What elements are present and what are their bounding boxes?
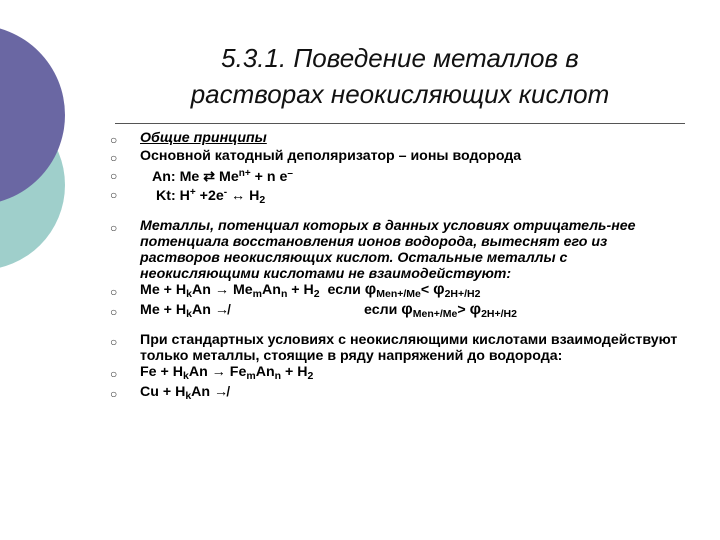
circle-bullet-icon: ○ bbox=[110, 133, 118, 147]
circle-bullet-icon: ○ bbox=[110, 169, 118, 183]
list-item-cu-reaction bbox=[110, 384, 690, 404]
list-item-cathode bbox=[110, 185, 690, 208]
title-divider bbox=[115, 123, 685, 124]
list-item-depolarizer bbox=[110, 148, 690, 166]
list-item-principles bbox=[110, 130, 690, 148]
circle-bullet-icon: ○ bbox=[110, 188, 118, 202]
circle-bullet-icon: ○ bbox=[110, 305, 118, 319]
metals-paragraph: Металлы, потенциал которых в данных условиях отрицатель-нее потенциала восстановления ионов водорода, вытеснят его из растворов неокисляющих кислот. Остальные металлы с неокисляющими кислотами не взаимодействуют: bbox=[140, 218, 636, 282]
circle-bullet-icon: ○ bbox=[110, 285, 118, 299]
decorative-circles bbox=[0, 0, 120, 300]
cathode-equation: Kt: H+ +2e- ↔ $H_2$ bbox=[156, 187, 266, 206]
fe-reaction-equation: $Fe + H_kAn \to Fe_mAn_n + H_2$ bbox=[140, 364, 314, 382]
circle-bullet-icon: ○ bbox=[110, 387, 118, 401]
standard-conditions-paragraph: При стандартных условиях с неокисляющими кислотами взаимодействуют только металлы, стоящие в ряду напряжений до водорода: bbox=[140, 332, 678, 364]
circle-bullet-icon: ○ bbox=[110, 221, 118, 235]
circle-bullet-icon: ○ bbox=[110, 335, 118, 349]
reaction-equation-1: $Me + H_kAn \to Me_mAn_n + H_2$ если $\varphi_{Men+/Me}< \varphi_{2H+/H2}$ bbox=[140, 281, 481, 300]
cu-reaction-equation: $Cu + H_kAn$ ↛ bbox=[140, 384, 229, 402]
reaction-equation-2: $Me + H_kAn$ ↛ если $\varphi_{Men+/Me}> \varphi_{2H+/H2}$ bbox=[140, 301, 517, 320]
list-item-anode bbox=[110, 166, 690, 185]
list-item-reaction-2 bbox=[110, 302, 690, 322]
slide-content bbox=[110, 130, 690, 404]
list-item-fe-reaction bbox=[110, 364, 690, 384]
depolarizer-text: Основной катодный деполяризатор – ионы водорода bbox=[140, 148, 522, 164]
slide-title bbox=[140, 40, 660, 112]
list-item-reaction-1 bbox=[110, 282, 690, 302]
circle-bullet-icon: ○ bbox=[110, 367, 118, 381]
title-line-2: растворах неокисляющих кислот bbox=[190, 79, 610, 109]
principles-heading: Общие принципы bbox=[140, 130, 267, 146]
list-item-standard bbox=[110, 332, 690, 364]
title-line-1: 5.3.1. Поведение металлов в bbox=[221, 43, 579, 73]
anode-equation: An: Me ⇄ $Me^{n+} + n$ e– bbox=[152, 168, 293, 185]
circle-bullet-icon: ○ bbox=[110, 151, 118, 165]
list-item-metals bbox=[110, 218, 690, 282]
